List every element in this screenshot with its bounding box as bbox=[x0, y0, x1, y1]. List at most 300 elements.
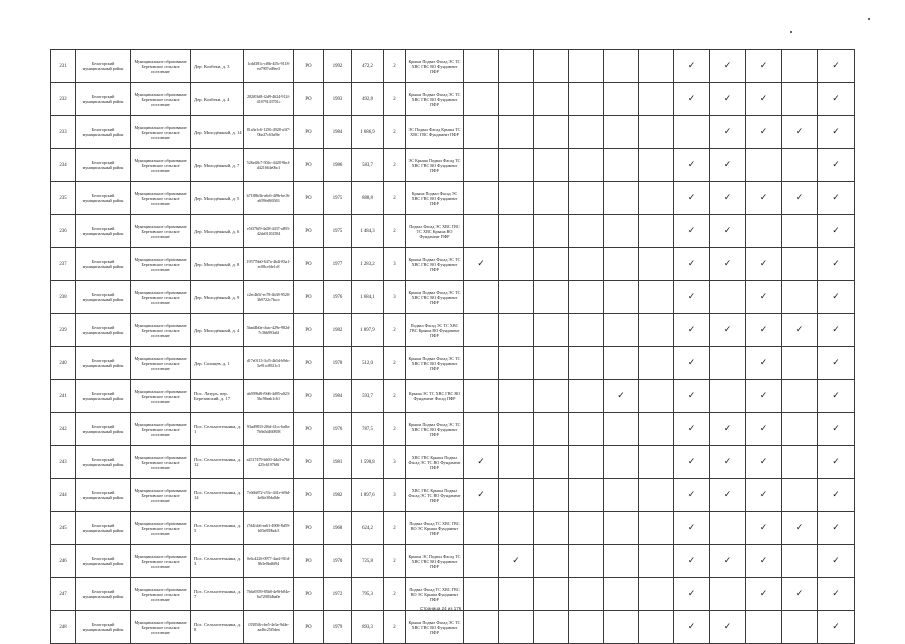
area-cell: 893,3 bbox=[352, 611, 384, 644]
management-form-cell: РО bbox=[294, 50, 324, 83]
checkmark-icon: ✓ bbox=[832, 456, 840, 467]
checkmark-icon: ✓ bbox=[759, 291, 768, 302]
work-type-check-cell bbox=[534, 479, 569, 512]
work-type-check-cell bbox=[710, 281, 746, 314]
work-type-check-cell bbox=[782, 578, 818, 611]
work-type-check-cell bbox=[710, 611, 746, 644]
floors-cell: 2 bbox=[384, 149, 406, 182]
work-type-check-cell bbox=[782, 182, 818, 215]
floors-cell: 3 bbox=[384, 479, 406, 512]
house-uid-cell: b7188b3b-a6c6-4f9b-be16-a659fe8f6563 bbox=[244, 182, 294, 215]
work-type-check-cell bbox=[746, 512, 782, 545]
checkmark-icon: ✓ bbox=[759, 456, 768, 467]
row-number: 238 bbox=[51, 281, 76, 314]
area-cell: 624,2 bbox=[352, 512, 384, 545]
district-cell: Белогорский муниципальный район bbox=[76, 149, 131, 182]
checkmark-icon: ✓ bbox=[832, 126, 840, 137]
checkmark-icon: ✓ bbox=[832, 489, 840, 500]
work-type-check-cell bbox=[818, 116, 855, 149]
work-type-check-cell bbox=[710, 314, 746, 347]
house-uid-cell: 93ad9833-2f6d-41cc-ba8a-7b9a5d460858 bbox=[244, 413, 294, 446]
works-list-cell: Крыша ЭС Подвал Фасад ТС ХВС ГВС ВО Фундамент ПФР bbox=[406, 545, 464, 578]
settlement-cell: Муниципальное образование Березовское сельское поселение bbox=[131, 446, 191, 479]
management-form-cell: РО bbox=[294, 347, 324, 380]
checkmark-icon: ✓ bbox=[832, 423, 840, 434]
checkmark-icon: ✓ bbox=[512, 555, 520, 566]
work-type-check-cell bbox=[569, 578, 604, 611]
district-cell: Белогорский муниципальный район bbox=[76, 248, 131, 281]
row-number: 248 bbox=[51, 611, 76, 644]
work-type-check-cell bbox=[674, 479, 710, 512]
work-type-check-cell bbox=[746, 314, 782, 347]
district-cell: Белогорский муниципальный район bbox=[76, 281, 131, 314]
house-uid-cell: e5f376f9-4a58-4437-a893-42da91102584 bbox=[244, 215, 294, 248]
table-row bbox=[51, 281, 855, 314]
work-type-check-cell bbox=[464, 182, 499, 215]
work-type-check-cell bbox=[464, 281, 499, 314]
build-year-cell: 1993 bbox=[324, 83, 352, 116]
work-type-check-cell bbox=[639, 545, 674, 578]
work-type-check-cell bbox=[818, 347, 855, 380]
work-type-check-cell bbox=[569, 215, 604, 248]
floors-cell: 2 bbox=[384, 545, 406, 578]
work-type-check-cell bbox=[746, 182, 782, 215]
checkmark-icon: ✓ bbox=[832, 522, 840, 533]
floors-cell: 2 bbox=[384, 314, 406, 347]
work-type-check-cell bbox=[674, 578, 710, 611]
house-uid-cell: d17e0113-3cf5-4b5d-b9dc-5e91cc8921c3 bbox=[244, 347, 294, 380]
row-number: 244 bbox=[51, 479, 76, 512]
build-year-cell: 1975 bbox=[324, 182, 352, 215]
work-type-check-cell bbox=[534, 50, 569, 83]
checkmark-icon: ✓ bbox=[723, 258, 732, 269]
checkmark-icon: ✓ bbox=[832, 555, 840, 566]
settlement-cell: Муниципальное образование Березовское сельское поселение bbox=[131, 281, 191, 314]
settlement-cell: Муниципальное образование Березовское сельское поселение bbox=[131, 248, 191, 281]
work-type-check-cell bbox=[604, 446, 639, 479]
work-type-check-cell bbox=[746, 281, 782, 314]
work-type-check-cell bbox=[604, 314, 639, 347]
work-type-check-cell bbox=[499, 611, 534, 644]
table-row bbox=[51, 215, 855, 248]
checkmark-icon: ✓ bbox=[723, 60, 732, 71]
work-type-check-cell bbox=[674, 446, 710, 479]
address-cell: Дер. Солнцев, д. 1 bbox=[191, 347, 244, 380]
work-type-check-cell bbox=[639, 446, 674, 479]
house-uid-cell: 282f03d8-f2d9-4624-912f-41679143701c bbox=[244, 83, 294, 116]
checkmark-icon: ✓ bbox=[759, 357, 768, 368]
build-year-cell: 1972 bbox=[324, 578, 352, 611]
house-uid-cell: 19577bb0-647a-4b4f-83a1-ec08cc6fe1c8 bbox=[244, 248, 294, 281]
work-type-check-cell bbox=[674, 281, 710, 314]
build-year-cell: 1982 bbox=[324, 314, 352, 347]
management-form-cell: РО bbox=[294, 281, 324, 314]
area-cell: 888,8 bbox=[352, 182, 384, 215]
build-year-cell: 1982 bbox=[324, 479, 352, 512]
checkmark-icon: ✓ bbox=[832, 357, 840, 368]
work-type-check-cell bbox=[534, 545, 569, 578]
management-form-cell: РО bbox=[294, 215, 324, 248]
work-type-check-cell bbox=[746, 215, 782, 248]
area-cell: 725,8 bbox=[352, 545, 384, 578]
management-form-cell: РО bbox=[294, 248, 324, 281]
work-type-check-cell bbox=[818, 314, 855, 347]
work-type-check-cell bbox=[710, 182, 746, 215]
work-type-check-cell bbox=[782, 248, 818, 281]
checkmark-icon: ✓ bbox=[795, 192, 804, 203]
floors-cell: 3 bbox=[384, 248, 406, 281]
settlement-cell: Муниципальное образование Березовское сельское поселение bbox=[131, 380, 191, 413]
row-number: 232 bbox=[51, 83, 76, 116]
work-type-check-cell bbox=[639, 347, 674, 380]
address-cell: Пос. Сельхозтехника, д. 7 bbox=[191, 578, 244, 611]
work-type-check-cell bbox=[534, 578, 569, 611]
address-cell: Пос. Лазурь, пер. Березовский, д. 17 bbox=[191, 380, 244, 413]
floors-cell: 2 bbox=[384, 347, 406, 380]
management-form-cell: РО bbox=[294, 413, 324, 446]
settlement-cell: Муниципальное образование Березовское сельское поселение bbox=[131, 512, 191, 545]
work-type-check-cell bbox=[818, 512, 855, 545]
work-type-check-cell bbox=[499, 116, 534, 149]
address-cell: Пос. Сельхозтехника, д. 5 bbox=[191, 512, 244, 545]
works-list-cell: ХВС ГВС Крыша Подвал Фасад ЭС ТС ВО Фундамент ПФР bbox=[406, 446, 464, 479]
work-type-check-cell bbox=[674, 512, 710, 545]
table-row bbox=[51, 149, 855, 182]
area-cell: 795,3 bbox=[352, 578, 384, 611]
district-cell: Белогорский муниципальный район bbox=[76, 545, 131, 578]
work-type-check-cell bbox=[569, 512, 604, 545]
work-type-check-cell bbox=[710, 149, 746, 182]
work-type-check-cell bbox=[464, 611, 499, 644]
work-type-check-cell bbox=[604, 611, 639, 644]
works-list-cell: Крыша Подвал Фасад ЭС ТС ХВС ГВС ВО Фундамент ПФР bbox=[406, 413, 464, 446]
work-type-check-cell bbox=[604, 578, 639, 611]
work-type-check-cell bbox=[782, 149, 818, 182]
house-uid-cell: 526e48c7-504c-4428-9bcf-d421664e0bc1 bbox=[244, 149, 294, 182]
address-cell: Дер. Молодёжный, д. 5 bbox=[191, 182, 244, 215]
build-year-cell: 1976 bbox=[324, 281, 352, 314]
work-type-check-cell bbox=[464, 545, 499, 578]
work-type-check-cell bbox=[464, 380, 499, 413]
checkmark-icon: ✓ bbox=[832, 225, 840, 236]
row-number: 245 bbox=[51, 512, 76, 545]
house-uid-cell: ab599bf8-f9d6-4d95-a023-5bc96eab1c61 bbox=[244, 380, 294, 413]
checkmark-icon: ✓ bbox=[723, 423, 732, 434]
housing-registry-table bbox=[50, 49, 855, 644]
work-type-check-cell bbox=[782, 116, 818, 149]
checkmark-icon: ✓ bbox=[477, 258, 485, 269]
management-form-cell: РО bbox=[294, 380, 324, 413]
district-cell: Белогорский муниципальный район bbox=[76, 116, 131, 149]
work-type-check-cell bbox=[674, 413, 710, 446]
checkmark-icon: ✓ bbox=[759, 60, 768, 71]
area-cell: 472,2 bbox=[352, 50, 384, 83]
build-year-cell: 1970 bbox=[324, 545, 352, 578]
district-cell: Белогорский муниципальный район bbox=[76, 611, 131, 644]
works-list-cell: Крыша Подвал Фасад ЭС ТС ХВС ГВС ВО Фундамент ПФР bbox=[406, 611, 464, 644]
area-cell: 1 897,6 bbox=[352, 479, 384, 512]
settlement-cell: Муниципальное образование Березовское сельское поселение bbox=[131, 413, 191, 446]
checkmark-icon: ✓ bbox=[795, 126, 804, 137]
checkmark-icon: ✓ bbox=[795, 588, 804, 599]
management-form-cell: РО bbox=[294, 83, 324, 116]
work-type-check-cell bbox=[746, 50, 782, 83]
work-type-check-cell bbox=[639, 149, 674, 182]
work-type-check-cell bbox=[674, 611, 710, 644]
management-form-cell: РО bbox=[294, 578, 324, 611]
work-type-check-cell bbox=[782, 215, 818, 248]
work-type-check-cell bbox=[464, 446, 499, 479]
checkmark-icon: ✓ bbox=[723, 456, 732, 467]
checkmark-icon: ✓ bbox=[723, 192, 732, 203]
checkmark-icon: ✓ bbox=[687, 258, 696, 269]
work-type-check-cell bbox=[818, 446, 855, 479]
work-type-check-cell bbox=[464, 248, 499, 281]
works-list-cell: Подвал Фасад ТС ХВС ГВС ВО ЭС Крыша Фундамент ПФР bbox=[406, 578, 464, 611]
checkmark-icon: ✓ bbox=[687, 555, 696, 566]
work-type-check-cell bbox=[604, 545, 639, 578]
build-year-cell: 1984 bbox=[324, 116, 352, 149]
district-cell: Белогорский муниципальный район bbox=[76, 413, 131, 446]
checkmark-icon: ✓ bbox=[687, 291, 696, 302]
work-type-check-cell bbox=[710, 446, 746, 479]
address-cell: Пос. Сельхозтехника, д. 14 bbox=[191, 479, 244, 512]
checkmark-icon: ✓ bbox=[687, 621, 696, 632]
floors-cell: 2 bbox=[384, 413, 406, 446]
work-type-check-cell bbox=[569, 149, 604, 182]
checkmark-icon: ✓ bbox=[617, 390, 625, 401]
work-type-check-cell bbox=[818, 578, 855, 611]
work-type-check-cell bbox=[464, 413, 499, 446]
checkmark-icon: ✓ bbox=[759, 192, 768, 203]
table-row bbox=[51, 413, 855, 446]
work-type-check-cell bbox=[464, 149, 499, 182]
work-type-check-cell bbox=[569, 611, 604, 644]
work-type-check-cell bbox=[534, 446, 569, 479]
work-type-check-cell bbox=[569, 545, 604, 578]
checkmark-icon: ✓ bbox=[832, 258, 840, 269]
settlement-cell: Муниципальное образование Березовское сельское поселение bbox=[131, 50, 191, 83]
row-number: 241 bbox=[51, 380, 76, 413]
checkmark-icon: ✓ bbox=[723, 93, 732, 104]
work-type-check-cell bbox=[499, 545, 534, 578]
house-uid-cell: 0c6c4226-0977-4ae2-9f1d-8b3e0bd6f94 bbox=[244, 545, 294, 578]
work-type-check-cell bbox=[710, 347, 746, 380]
area-cell: 787,5 bbox=[352, 413, 384, 446]
floors-cell: 2 bbox=[384, 182, 406, 215]
house-uid-cell: f7d4fcb6-ea61-4908-8d59-b03e839bdc3 bbox=[244, 512, 294, 545]
table-row bbox=[51, 380, 855, 413]
work-type-check-cell bbox=[782, 347, 818, 380]
works-list-cell: Подвал Фасад ЭС ХВС ГВС ТС ХВС Крыша ВО Фундамент ПФР bbox=[406, 215, 464, 248]
settlement-cell: Муниципальное образование Березовское сельское поселение bbox=[131, 479, 191, 512]
work-type-check-cell bbox=[818, 545, 855, 578]
district-cell: Белогорский муниципальный район bbox=[76, 512, 131, 545]
work-type-check-cell bbox=[464, 116, 499, 149]
checkmark-icon: ✓ bbox=[477, 489, 485, 500]
work-type-check-cell bbox=[782, 281, 818, 314]
work-type-check-cell bbox=[746, 347, 782, 380]
checkmark-icon: ✓ bbox=[759, 390, 768, 401]
work-type-check-cell bbox=[782, 512, 818, 545]
management-form-cell: РО bbox=[294, 116, 324, 149]
checkmark-icon: ✓ bbox=[832, 291, 840, 302]
work-type-check-cell bbox=[782, 50, 818, 83]
checkmark-icon: ✓ bbox=[759, 588, 768, 599]
work-type-check-cell bbox=[534, 83, 569, 116]
work-type-check-cell bbox=[499, 50, 534, 83]
checkmark-icon: ✓ bbox=[832, 60, 840, 71]
checkmark-icon: ✓ bbox=[759, 423, 768, 434]
work-type-check-cell bbox=[604, 149, 639, 182]
work-type-check-cell bbox=[604, 479, 639, 512]
work-type-check-cell bbox=[499, 578, 534, 611]
checkmark-icon: ✓ bbox=[759, 126, 768, 137]
checkmark-icon: ✓ bbox=[832, 93, 840, 104]
district-cell: Белогорский муниципальный район bbox=[76, 479, 131, 512]
works-list-cell: ХВС ГВС Крыша Подвал Фасад ЭС ТС ВО Фундамент ПФР bbox=[406, 479, 464, 512]
district-cell: Белогорский муниципальный район bbox=[76, 215, 131, 248]
work-type-check-cell bbox=[818, 50, 855, 83]
work-type-check-cell bbox=[499, 512, 534, 545]
work-type-check-cell bbox=[464, 50, 499, 83]
checkmark-icon: ✓ bbox=[832, 621, 840, 632]
work-type-check-cell bbox=[569, 83, 604, 116]
house-uid-cell: 5bad4b0a-cbac-429e-982d-7c36b993a6f bbox=[244, 314, 294, 347]
work-type-check-cell bbox=[534, 347, 569, 380]
work-type-check-cell bbox=[639, 281, 674, 314]
house-uid-cell: f3585f6-cbe5-4e3a-9d4e-aa46c25f5dea bbox=[244, 611, 294, 644]
work-type-check-cell bbox=[534, 611, 569, 644]
floors-cell: 2 bbox=[384, 512, 406, 545]
works-list-cell: Крыша ЭС ТС ХВС ГВС ВО Фундамент Фасад ПФР bbox=[406, 380, 464, 413]
work-type-check-cell bbox=[464, 314, 499, 347]
checkmark-icon: ✓ bbox=[723, 489, 732, 500]
work-type-check-cell bbox=[639, 248, 674, 281]
floors-cell: 2 bbox=[384, 116, 406, 149]
work-type-check-cell bbox=[464, 578, 499, 611]
work-type-check-cell bbox=[639, 50, 674, 83]
work-type-check-cell bbox=[569, 479, 604, 512]
settlement-cell: Муниципальное образование Березовское сельское поселение bbox=[131, 215, 191, 248]
checkmark-icon: ✓ bbox=[759, 324, 768, 335]
address-cell: Дер. Молодёжный, д. 8 bbox=[191, 248, 244, 281]
table-row bbox=[51, 347, 855, 380]
address-cell: Пос. Сельхозтехника, д. 12 bbox=[191, 446, 244, 479]
settlement-cell: Муниципальное образование Березовское сельское поселение bbox=[131, 116, 191, 149]
work-type-check-cell bbox=[746, 380, 782, 413]
management-form-cell: РО bbox=[294, 182, 324, 215]
row-number: 234 bbox=[51, 149, 76, 182]
work-type-check-cell bbox=[639, 479, 674, 512]
work-type-check-cell bbox=[818, 215, 855, 248]
address-cell: Дер. Колбеки, д. 4 bbox=[191, 83, 244, 116]
row-number: 247 bbox=[51, 578, 76, 611]
checkmark-icon: ✓ bbox=[687, 192, 696, 203]
work-type-check-cell bbox=[710, 380, 746, 413]
address-cell: Пос. Сельхозтехника, д. 3 bbox=[191, 545, 244, 578]
address-cell: Пос. Сельхозтехника, д. 8 bbox=[191, 611, 244, 644]
management-form-cell: РО bbox=[294, 479, 324, 512]
works-list-cell: Крыша Подвал Фасад ЭС ТС ХВС ГВС ВО Фундамент ПФР bbox=[406, 248, 464, 281]
work-type-check-cell bbox=[746, 578, 782, 611]
house-uid-cell: 7b6a9359-85b8-4e9f-b84e-6a72083dba0e bbox=[244, 578, 294, 611]
checkmark-icon: ✓ bbox=[795, 522, 804, 533]
table-row bbox=[51, 83, 855, 116]
checkmark-icon: ✓ bbox=[687, 522, 696, 533]
work-type-check-cell bbox=[639, 182, 674, 215]
row-number: 236 bbox=[51, 215, 76, 248]
work-type-check-cell bbox=[818, 149, 855, 182]
house-uid-cell: a2517479-b603-4da3-a76f-425c619768f bbox=[244, 446, 294, 479]
row-number: 246 bbox=[51, 545, 76, 578]
work-type-check-cell bbox=[499, 149, 534, 182]
work-type-check-cell bbox=[604, 116, 639, 149]
row-number: 240 bbox=[51, 347, 76, 380]
settlement-cell: Муниципальное образование Березовское сельское поселение bbox=[131, 545, 191, 578]
checkmark-icon: ✓ bbox=[723, 225, 732, 236]
build-year-cell: 1968 bbox=[324, 512, 352, 545]
works-list-cell: Подвал Фасад ТС ХВС ГВС ВО ЭС Крыша Фундамент ПФР bbox=[406, 512, 464, 545]
area-cell: 1 484,3 bbox=[352, 215, 384, 248]
checkmark-icon: ✓ bbox=[759, 93, 768, 104]
checkmark-icon: ✓ bbox=[687, 456, 696, 467]
address-cell: Дер. Колбеки, д. 3 bbox=[191, 50, 244, 83]
checkmark-icon: ✓ bbox=[832, 192, 840, 203]
checkmark-icon: ✓ bbox=[723, 159, 732, 170]
work-type-check-cell bbox=[569, 380, 604, 413]
checkmark-icon: ✓ bbox=[723, 555, 732, 566]
row-number: 237 bbox=[51, 248, 76, 281]
work-type-check-cell bbox=[569, 314, 604, 347]
work-type-check-cell bbox=[782, 83, 818, 116]
work-type-check-cell bbox=[534, 314, 569, 347]
work-type-check-cell bbox=[464, 215, 499, 248]
scan-speck bbox=[790, 31, 792, 33]
work-type-check-cell bbox=[464, 512, 499, 545]
works-list-cell: Крыша Подвал Фасад ЭС ХВС ГВС ВО Фундамент ПФР bbox=[406, 182, 464, 215]
work-type-check-cell bbox=[674, 182, 710, 215]
work-type-check-cell bbox=[746, 545, 782, 578]
checkmark-icon: ✓ bbox=[832, 324, 840, 335]
work-type-check-cell bbox=[499, 281, 534, 314]
works-list-cell: Крыша Подвал Фасад ЭС ТС ХВС ГВС ВО Фундамент ПФР bbox=[406, 281, 464, 314]
work-type-check-cell bbox=[534, 116, 569, 149]
work-type-check-cell bbox=[639, 512, 674, 545]
work-type-check-cell bbox=[710, 578, 746, 611]
checkmark-icon: ✓ bbox=[759, 555, 768, 566]
work-type-check-cell bbox=[569, 182, 604, 215]
checkmark-icon: ✓ bbox=[723, 126, 732, 137]
checkmark-icon: ✓ bbox=[759, 489, 768, 500]
build-year-cell: 1986 bbox=[324, 149, 352, 182]
work-type-check-cell bbox=[534, 248, 569, 281]
work-type-check-cell bbox=[674, 314, 710, 347]
work-type-check-cell bbox=[818, 182, 855, 215]
settlement-cell: Муниципальное образование Березовское сельское поселение bbox=[131, 578, 191, 611]
address-cell: Пос. Сельхозтехника, д. 1 bbox=[191, 413, 244, 446]
work-type-check-cell bbox=[604, 248, 639, 281]
work-type-check-cell bbox=[782, 446, 818, 479]
work-type-check-cell bbox=[499, 347, 534, 380]
work-type-check-cell bbox=[499, 413, 534, 446]
work-type-check-cell bbox=[818, 413, 855, 446]
checkmark-icon: ✓ bbox=[687, 225, 696, 236]
district-cell: Белогорский муниципальный район bbox=[76, 314, 131, 347]
settlement-cell: Муниципальное образование Березовское сельское поселение bbox=[131, 149, 191, 182]
address-cell: Дер. Молодёжный, д. 6 bbox=[191, 215, 244, 248]
works-list-cell: Крыша Подвал Фасад ЭС ТС ХВС ГВС ВО Фундамент ПФР bbox=[406, 347, 464, 380]
